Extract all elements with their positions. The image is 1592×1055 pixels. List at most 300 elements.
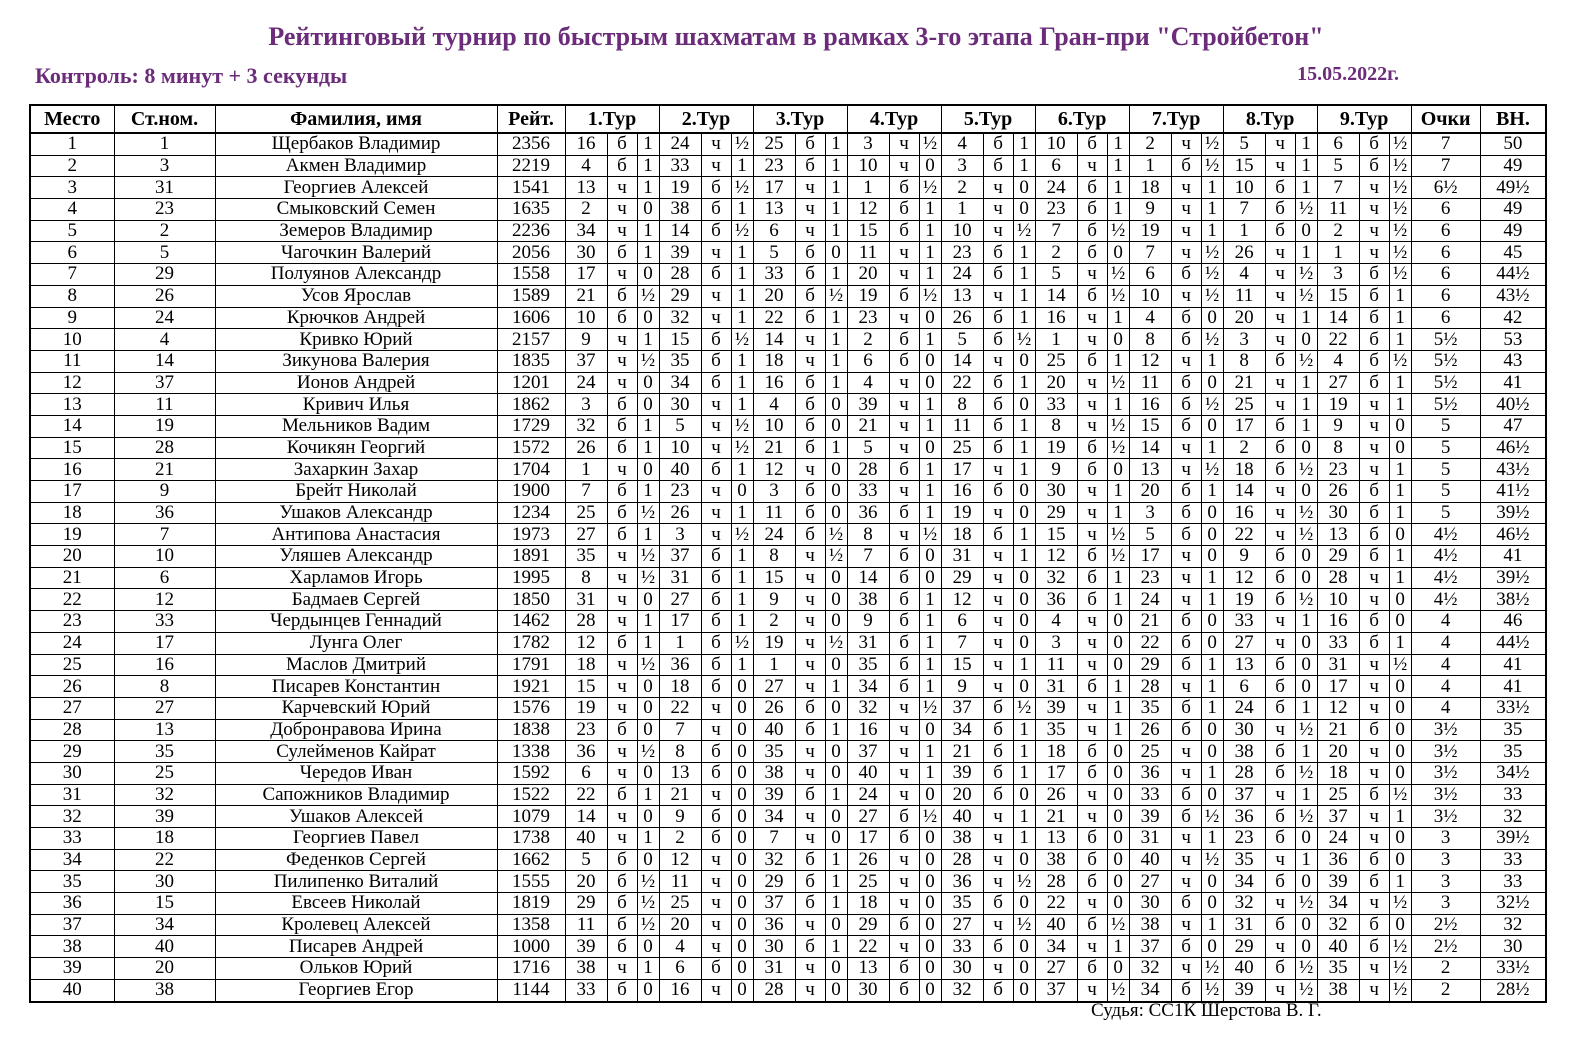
- opponent-cell: 16: [659, 979, 701, 1001]
- header-place: Место: [30, 105, 114, 133]
- points-cell: 5: [1411, 481, 1480, 503]
- color-cell: б: [1077, 459, 1107, 481]
- opponent-cell: 30: [1317, 502, 1359, 524]
- result-cell: 1: [919, 329, 941, 351]
- color-cell: б: [1265, 220, 1295, 242]
- result-cell: 1: [1389, 567, 1411, 589]
- opponent-cell: 11: [753, 502, 795, 524]
- opponent-cell: 3: [847, 133, 889, 155]
- color-cell: б: [795, 264, 825, 286]
- rating-cell: 2219: [497, 155, 565, 177]
- points-cell: 2½: [1411, 936, 1480, 958]
- result-cell: ½: [919, 697, 941, 719]
- rating-cell: 1079: [497, 806, 565, 828]
- opponent-cell: 39: [1317, 871, 1359, 893]
- color-cell: ч: [983, 958, 1013, 980]
- table-row: [30, 307, 1546, 329]
- result-cell: 0: [1389, 719, 1411, 741]
- place-cell: 31: [30, 784, 114, 806]
- opponent-cell: 12: [1317, 697, 1359, 719]
- color-cell: ч: [1265, 632, 1295, 654]
- result-cell: 1: [731, 459, 753, 481]
- opponent-cell: 24: [753, 524, 795, 546]
- color-cell: ч: [983, 546, 1013, 568]
- opponent-cell: 37: [847, 741, 889, 763]
- header-round-6: 6.Тур: [1035, 105, 1129, 133]
- player-name-cell: Харламов Игорь: [215, 567, 497, 589]
- color-cell: б: [983, 524, 1013, 546]
- color-cell: б: [607, 719, 637, 741]
- buchholz-cell: 33½: [1480, 958, 1546, 980]
- result-cell: 1: [731, 611, 753, 633]
- result-cell: 0: [1013, 849, 1035, 871]
- rating-cell: 2157: [497, 329, 565, 351]
- color-cell: б: [1077, 914, 1107, 936]
- points-cell: 5: [1411, 437, 1480, 459]
- rating-cell: 1558: [497, 264, 565, 286]
- opponent-cell: 27: [565, 524, 607, 546]
- result-cell: ½: [825, 632, 847, 654]
- color-cell: б: [1171, 502, 1201, 524]
- color-cell: ч: [889, 264, 919, 286]
- opponent-cell: 32: [847, 697, 889, 719]
- color-cell: б: [1265, 350, 1295, 372]
- points-cell: 3: [1411, 893, 1480, 915]
- header-round-1: 1.Тур: [565, 105, 659, 133]
- start-number-cell: 15: [114, 893, 215, 915]
- opponent-cell: 23: [847, 307, 889, 329]
- result-cell: 0: [1013, 199, 1035, 221]
- color-cell: ч: [701, 242, 731, 264]
- opponent-cell: 11: [847, 242, 889, 264]
- color-cell: б: [607, 524, 637, 546]
- opponent-cell: 30: [753, 936, 795, 958]
- standings-body: [30, 133, 1546, 1002]
- result-cell: 0: [919, 155, 941, 177]
- color-cell: б: [983, 741, 1013, 763]
- result-cell: ½: [1389, 133, 1411, 155]
- color-cell: ч: [701, 415, 731, 437]
- table-row: [30, 654, 1546, 676]
- rating-cell: 1606: [497, 307, 565, 329]
- opponent-cell: 33: [1317, 632, 1359, 654]
- result-cell: 0: [637, 676, 659, 698]
- color-cell: б: [1077, 546, 1107, 568]
- color-cell: б: [607, 394, 637, 416]
- points-cell: 4: [1411, 676, 1480, 698]
- judge-signature: Судья: СС1К Шерстова В. Г.: [1091, 1000, 1322, 1021]
- player-name-cell: Чагочкин Валерий: [215, 242, 497, 264]
- opponent-cell: 29: [1129, 654, 1171, 676]
- player-name-cell: Щербаков Владимир: [215, 133, 497, 155]
- opponent-cell: 31: [659, 567, 701, 589]
- table-row: [30, 220, 1546, 242]
- result-cell: 1: [1389, 871, 1411, 893]
- color-cell: б: [1171, 155, 1201, 177]
- result-cell: ½: [1389, 199, 1411, 221]
- opponent-cell: 7: [753, 828, 795, 850]
- color-cell: б: [983, 784, 1013, 806]
- opponent-cell: 26: [847, 849, 889, 871]
- opponent-cell: 17: [1035, 762, 1077, 784]
- opponent-cell: 34: [659, 372, 701, 394]
- opponent-cell: 4: [847, 372, 889, 394]
- result-cell: 0: [1201, 741, 1223, 763]
- result-cell: 1: [825, 893, 847, 915]
- result-cell: ½: [1295, 719, 1317, 741]
- place-cell: 5: [30, 220, 114, 242]
- header-row: [30, 105, 1546, 133]
- opponent-cell: 12: [1035, 546, 1077, 568]
- result-cell: 0: [1295, 567, 1317, 589]
- rating-cell: 1635: [497, 199, 565, 221]
- opponent-cell: 38: [565, 958, 607, 980]
- opponent-cell: 37: [1317, 806, 1359, 828]
- points-cell: 3½: [1411, 719, 1480, 741]
- opponent-cell: 19: [565, 697, 607, 719]
- start-number-cell: 11: [114, 394, 215, 416]
- color-cell: ч: [1359, 199, 1389, 221]
- result-cell: ½: [1107, 220, 1129, 242]
- result-cell: ½: [637, 654, 659, 676]
- result-cell: 1: [1295, 849, 1317, 871]
- header-round-2: 2.Тур: [659, 105, 753, 133]
- color-cell: б: [701, 546, 731, 568]
- opponent-cell: 5: [1317, 155, 1359, 177]
- player-name-cell: Писарев Андрей: [215, 936, 497, 958]
- color-cell: ч: [795, 828, 825, 850]
- opponent-cell: 13: [1223, 654, 1265, 676]
- opponent-cell: 35: [847, 654, 889, 676]
- opponent-cell: 22: [1129, 632, 1171, 654]
- opponent-cell: 1: [941, 199, 983, 221]
- result-cell: 0: [919, 372, 941, 394]
- opponent-cell: 26: [1129, 719, 1171, 741]
- rating-cell: 2356: [497, 133, 565, 155]
- result-cell: ½: [1295, 502, 1317, 524]
- result-cell: 1: [731, 350, 753, 372]
- opponent-cell: 36: [565, 741, 607, 763]
- opponent-cell: 3: [941, 155, 983, 177]
- points-cell: 4½: [1411, 589, 1480, 611]
- color-cell: б: [1265, 828, 1295, 850]
- table-row: [30, 762, 1546, 784]
- result-cell: 0: [1389, 849, 1411, 871]
- buchholz-cell: 38½: [1480, 589, 1546, 611]
- player-name-cell: Смыковский Семен: [215, 199, 497, 221]
- color-cell: б: [1077, 177, 1107, 199]
- result-cell: 1: [919, 762, 941, 784]
- player-name-cell: Кролевец Алексей: [215, 914, 497, 936]
- color-cell: ч: [607, 589, 637, 611]
- color-cell: ч: [1171, 828, 1201, 850]
- result-cell: ½: [1013, 329, 1035, 351]
- color-cell: ч: [1077, 632, 1107, 654]
- result-cell: ½: [1201, 958, 1223, 980]
- opponent-cell: 16: [1035, 307, 1077, 329]
- player-name-cell: Сулейменов Кайрат: [215, 741, 497, 763]
- color-cell: ч: [983, 285, 1013, 307]
- opponent-cell: 25: [941, 437, 983, 459]
- result-cell: ½: [1295, 524, 1317, 546]
- result-cell: 0: [825, 654, 847, 676]
- color-cell: ч: [1077, 719, 1107, 741]
- rating-cell: 1995: [497, 567, 565, 589]
- start-number-cell: 18: [114, 828, 215, 850]
- result-cell: 1: [825, 849, 847, 871]
- color-cell: б: [607, 936, 637, 958]
- result-cell: ½: [1389, 893, 1411, 915]
- result-cell: 0: [1013, 958, 1035, 980]
- opponent-cell: 33: [847, 481, 889, 503]
- rating-cell: 1592: [497, 762, 565, 784]
- color-cell: б: [701, 329, 731, 351]
- result-cell: 0: [1201, 719, 1223, 741]
- color-cell: ч: [1265, 285, 1295, 307]
- opponent-cell: 3: [659, 524, 701, 546]
- opponent-cell: 9: [1035, 459, 1077, 481]
- opponent-cell: 12: [565, 632, 607, 654]
- result-cell: 0: [1295, 546, 1317, 568]
- result-cell: 1: [1107, 307, 1129, 329]
- opponent-cell: 36: [1223, 806, 1265, 828]
- color-cell: б: [607, 307, 637, 329]
- opponent-cell: 8: [1223, 350, 1265, 372]
- opponent-cell: 4: [1223, 264, 1265, 286]
- color-cell: ч: [795, 806, 825, 828]
- color-cell: б: [1265, 762, 1295, 784]
- result-cell: 0: [1107, 632, 1129, 654]
- buchholz-cell: 46: [1480, 611, 1546, 633]
- result-cell: ½: [731, 177, 753, 199]
- color-cell: б: [1265, 806, 1295, 828]
- rating-cell: 1555: [497, 871, 565, 893]
- color-cell: б: [1171, 632, 1201, 654]
- opponent-cell: 15: [753, 567, 795, 589]
- result-cell: 1: [1107, 589, 1129, 611]
- result-cell: 0: [637, 806, 659, 828]
- player-name-cell: Георгиев Алексей: [215, 177, 497, 199]
- color-cell: б: [983, 329, 1013, 351]
- opponent-cell: 34: [941, 719, 983, 741]
- start-number-cell: 28: [114, 437, 215, 459]
- result-cell: 0: [1389, 914, 1411, 936]
- color-cell: ч: [607, 220, 637, 242]
- opponent-cell: 25: [1317, 784, 1359, 806]
- player-name-cell: Писарев Константин: [215, 676, 497, 698]
- player-name-cell: Полуянов Александр: [215, 264, 497, 286]
- table-row: [30, 415, 1546, 437]
- opponent-cell: 31: [1317, 654, 1359, 676]
- opponent-cell: 13: [565, 177, 607, 199]
- opponent-cell: 7: [565, 481, 607, 503]
- start-number-cell: 22: [114, 849, 215, 871]
- color-cell: ч: [889, 762, 919, 784]
- color-cell: ч: [1171, 849, 1201, 871]
- opponent-cell: 37: [753, 893, 795, 915]
- place-cell: 33: [30, 828, 114, 850]
- result-cell: 0: [825, 979, 847, 1001]
- color-cell: б: [1077, 871, 1107, 893]
- opponent-cell: 37: [659, 546, 701, 568]
- color-cell: ч: [701, 307, 731, 329]
- opponent-cell: 16: [753, 372, 795, 394]
- rating-cell: 1891: [497, 546, 565, 568]
- opponent-cell: 4: [565, 155, 607, 177]
- result-cell: ½: [1107, 437, 1129, 459]
- opponent-cell: 10: [1223, 177, 1265, 199]
- header-round-9: 9.Тур: [1317, 105, 1411, 133]
- rating-cell: 1201: [497, 372, 565, 394]
- color-cell: б: [701, 220, 731, 242]
- result-cell: ½: [825, 546, 847, 568]
- opponent-cell: 39: [1129, 806, 1171, 828]
- opponent-cell: 17: [941, 459, 983, 481]
- buchholz-cell: 49: [1480, 155, 1546, 177]
- start-number-cell: 29: [114, 264, 215, 286]
- result-cell: 0: [1201, 871, 1223, 893]
- color-cell: б: [1265, 697, 1295, 719]
- opponent-cell: 3: [1035, 632, 1077, 654]
- result-cell: 0: [825, 697, 847, 719]
- opponent-cell: 7: [941, 632, 983, 654]
- color-cell: ч: [889, 437, 919, 459]
- opponent-cell: 35: [1317, 958, 1359, 980]
- rating-cell: 1973: [497, 524, 565, 546]
- result-cell: 1: [1107, 567, 1129, 589]
- result-cell: 0: [825, 611, 847, 633]
- result-cell: 0: [1107, 242, 1129, 264]
- opponent-cell: 24: [1035, 177, 1077, 199]
- color-cell: ч: [701, 502, 731, 524]
- result-cell: 0: [919, 871, 941, 893]
- player-name-cell: Георгиев Павел: [215, 828, 497, 850]
- result-cell: ½: [637, 567, 659, 589]
- player-name-cell: Ионов Андрей: [215, 372, 497, 394]
- result-cell: 0: [919, 307, 941, 329]
- color-cell: ч: [795, 611, 825, 633]
- buchholz-cell: 47: [1480, 415, 1546, 437]
- color-cell: б: [889, 979, 919, 1001]
- result-cell: 1: [825, 676, 847, 698]
- opponent-cell: 40: [941, 806, 983, 828]
- buchholz-cell: 39½: [1480, 828, 1546, 850]
- color-cell: б: [1077, 133, 1107, 155]
- result-cell: 0: [1107, 958, 1129, 980]
- color-cell: б: [795, 849, 825, 871]
- color-cell: б: [795, 893, 825, 915]
- points-cell: 7: [1411, 155, 1480, 177]
- place-cell: 8: [30, 285, 114, 307]
- result-cell: 0: [1389, 415, 1411, 437]
- color-cell: ч: [983, 199, 1013, 221]
- place-cell: 28: [30, 719, 114, 741]
- opponent-cell: 15: [565, 676, 607, 698]
- result-cell: 1: [1013, 133, 1035, 155]
- opponent-cell: 26: [1317, 481, 1359, 503]
- color-cell: б: [701, 762, 731, 784]
- start-number-cell: 20: [114, 958, 215, 980]
- color-cell: б: [889, 350, 919, 372]
- points-cell: 6: [1411, 242, 1480, 264]
- opponent-cell: 25: [753, 133, 795, 155]
- color-cell: б: [1077, 567, 1107, 589]
- result-cell: 0: [1295, 871, 1317, 893]
- table-row: [30, 632, 1546, 654]
- result-cell: ½: [1389, 654, 1411, 676]
- color-cell: ч: [1359, 806, 1389, 828]
- result-cell: 0: [825, 502, 847, 524]
- result-cell: 0: [1389, 676, 1411, 698]
- color-cell: ч: [1171, 199, 1201, 221]
- opponent-cell: 16: [1223, 502, 1265, 524]
- result-cell: 1: [1107, 697, 1129, 719]
- color-cell: ч: [701, 914, 731, 936]
- color-cell: б: [1265, 741, 1295, 763]
- result-cell: ½: [1201, 285, 1223, 307]
- result-cell: 0: [1013, 350, 1035, 372]
- tournament-date: 15.05.2022г.: [1297, 63, 1399, 85]
- color-cell: ч: [1171, 567, 1201, 589]
- opponent-cell: 4: [1317, 350, 1359, 372]
- result-cell: 0: [731, 806, 753, 828]
- opponent-cell: 31: [1129, 828, 1171, 850]
- result-cell: 1: [1013, 806, 1035, 828]
- result-cell: 0: [731, 893, 753, 915]
- opponent-cell: 30: [1129, 893, 1171, 915]
- color-cell: б: [607, 285, 637, 307]
- points-cell: 6½: [1411, 177, 1480, 199]
- result-cell: 0: [637, 264, 659, 286]
- opponent-cell: 3: [565, 394, 607, 416]
- opponent-cell: 34: [753, 806, 795, 828]
- result-cell: 1: [1013, 242, 1035, 264]
- result-cell: 1: [1201, 589, 1223, 611]
- rating-cell: 1358: [497, 914, 565, 936]
- color-cell: ч: [607, 762, 637, 784]
- buchholz-cell: 41: [1480, 372, 1546, 394]
- place-cell: 2: [30, 155, 114, 177]
- opponent-cell: 32: [941, 979, 983, 1001]
- buchholz-cell: 49½: [1480, 177, 1546, 199]
- opponent-cell: 33: [565, 979, 607, 1001]
- table-row: [30, 133, 1546, 155]
- result-cell: 0: [637, 936, 659, 958]
- color-cell: ч: [1077, 372, 1107, 394]
- color-cell: б: [1359, 719, 1389, 741]
- result-cell: 1: [1013, 415, 1035, 437]
- table-row: [30, 979, 1546, 1001]
- result-cell: ½: [825, 524, 847, 546]
- player-name-cell: Чердынцев Геннадий: [215, 611, 497, 633]
- color-cell: б: [795, 871, 825, 893]
- color-cell: б: [1077, 350, 1107, 372]
- color-cell: ч: [607, 350, 637, 372]
- result-cell: 0: [1013, 394, 1035, 416]
- opponent-cell: 30: [659, 394, 701, 416]
- color-cell: б: [795, 372, 825, 394]
- rating-cell: 1589: [497, 285, 565, 307]
- color-cell: ч: [701, 524, 731, 546]
- result-cell: ½: [1201, 459, 1223, 481]
- color-cell: ч: [1359, 459, 1389, 481]
- color-cell: ч: [983, 567, 1013, 589]
- rating-cell: 1716: [497, 958, 565, 980]
- color-cell: ч: [889, 893, 919, 915]
- color-cell: ч: [607, 697, 637, 719]
- color-cell: б: [1265, 546, 1295, 568]
- start-number-cell: 30: [114, 871, 215, 893]
